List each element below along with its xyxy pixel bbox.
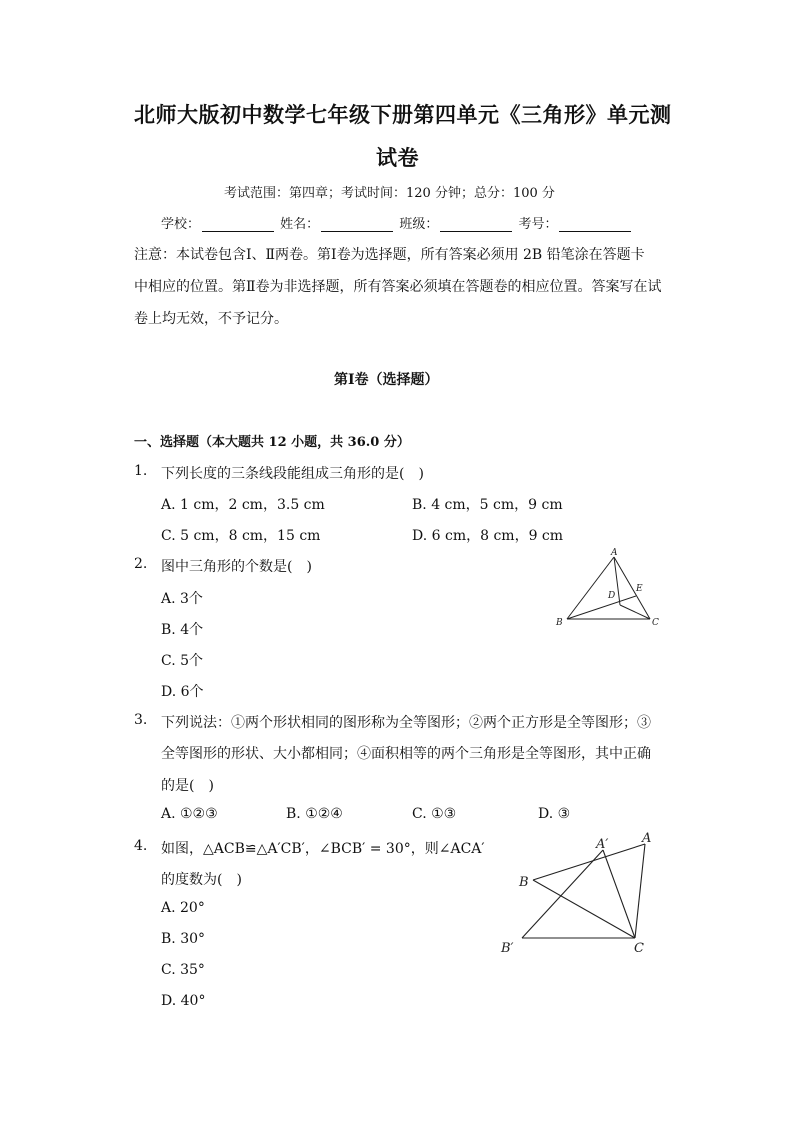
question-2-option-b[interactable]: B. 4个 — [161, 622, 204, 638]
section-heading: 一、选择题（本大题共 12 小题，共 36.0 分） — [134, 435, 410, 450]
question-3-option-b[interactable]: B. ①②④ — [286, 806, 343, 822]
question-2-option-d[interactable]: D. 6个 — [161, 684, 204, 700]
q2-label-b: B — [556, 618, 563, 628]
question-3-option-c[interactable]: C. ①③ — [412, 806, 457, 822]
class-blank[interactable] — [440, 218, 512, 232]
exam-info: 考试范围：第四章；考试时间：120 分钟；总分：100 分 — [224, 186, 555, 201]
document-title-line1: 北师大版初中数学七年级下册第四单元《三角形》单元测 — [134, 102, 672, 127]
q2-edge-ac — [614, 557, 650, 619]
q2-label-d: D — [608, 591, 616, 601]
number-blank[interactable] — [559, 218, 631, 232]
question-4-line2: 的度数为( ) — [161, 872, 242, 888]
question-4-option-a[interactable]: A. 20° — [161, 900, 205, 916]
question-3-line2: 全等图形的形状、大小都相同；④面积相等的两个三角形是全等图形，其中正确 — [161, 746, 651, 762]
q4-label-ap: A′ — [596, 837, 609, 852]
question-3-option-a[interactable]: A. ①②③ — [161, 806, 218, 822]
notice-line2: 中相应的位置。第Ⅱ卷为非选择题，所有答案必须填在答题卷的相应位置。答案写在试 — [134, 279, 662, 295]
q4-label-c: C — [634, 941, 644, 956]
question-2-text: 图中三角形的个数是( ) — [161, 559, 312, 575]
class-label: 班级： — [399, 217, 439, 232]
q4-label-bp: B′ — [501, 941, 514, 956]
question-1-text: 下列长度的三条线段能组成三角形的是( ) — [161, 466, 424, 482]
question-1-option-d[interactable]: D. 6 cm，8 cm，9 cm — [412, 528, 564, 544]
question-4-option-c[interactable]: C. 35° — [161, 962, 205, 978]
notice-line3: 卷上均无效，不予记分。 — [134, 311, 288, 327]
q4-edge-bb — [522, 850, 603, 938]
notice-line1: 注意：本试卷包含Ⅰ、Ⅱ两卷。第Ⅰ卷为选择题，所有答案必须用 2B 铅笔涂在答题卡 — [134, 247, 645, 263]
question-2-option-a[interactable]: A. 3个 — [161, 591, 203, 607]
question-4-option-b[interactable]: B. 30° — [161, 931, 206, 947]
question-4-number: 4. — [134, 838, 148, 854]
question-4-option-d[interactable]: D. 40° — [161, 993, 206, 1009]
question-3-number: 3. — [134, 712, 148, 728]
question-4-figure — [495, 830, 665, 958]
q2-label-a: A — [611, 548, 618, 558]
question-2-figure — [548, 545, 666, 633]
question-1-number: 1. — [134, 463, 148, 479]
question-1-option-a[interactable]: A. 1 cm，2 cm，3.5 cm — [161, 497, 325, 513]
question-1-option-b[interactable]: B. 4 cm，5 cm，9 cm — [412, 497, 563, 513]
part-heading: 第Ⅰ卷（选择题） — [334, 372, 439, 388]
q4-edge-ba — [533, 844, 645, 880]
question-3-option-d[interactable]: D. ③ — [538, 806, 571, 822]
name-blank[interactable] — [321, 218, 393, 232]
question-3-line1: 下列说法：①两个形状相同的图形称为全等图形；②两个正方形是全等图形；③ — [161, 715, 651, 731]
school-label: 学校： — [161, 217, 201, 232]
q2-edge-ab — [567, 557, 614, 619]
question-1-option-c[interactable]: C. 5 cm，8 cm，15 cm — [161, 528, 321, 544]
question-4-line1: 如图，△ACB≌△A′CB′，∠BCB′ = 30°，则∠ACA′ — [161, 841, 485, 857]
school-blank[interactable] — [202, 218, 274, 232]
q2-label-c: C — [652, 618, 659, 628]
student-fields — [161, 213, 633, 232]
q2-label-e: E — [636, 584, 643, 594]
question-2-number: 2. — [134, 556, 148, 572]
question-2-option-c[interactable]: C. 5个 — [161, 653, 204, 669]
q4-label-a: A — [642, 831, 652, 846]
question-3-line3: 的是( ) — [161, 778, 214, 794]
q4-label-b: B — [519, 875, 529, 890]
name-label: 姓名： — [280, 217, 320, 232]
document-title-line2: 试卷 — [376, 145, 419, 170]
number-label: 考号： — [518, 217, 558, 232]
q4-edge-ac — [635, 844, 645, 938]
q4-edge-apc — [603, 850, 635, 938]
